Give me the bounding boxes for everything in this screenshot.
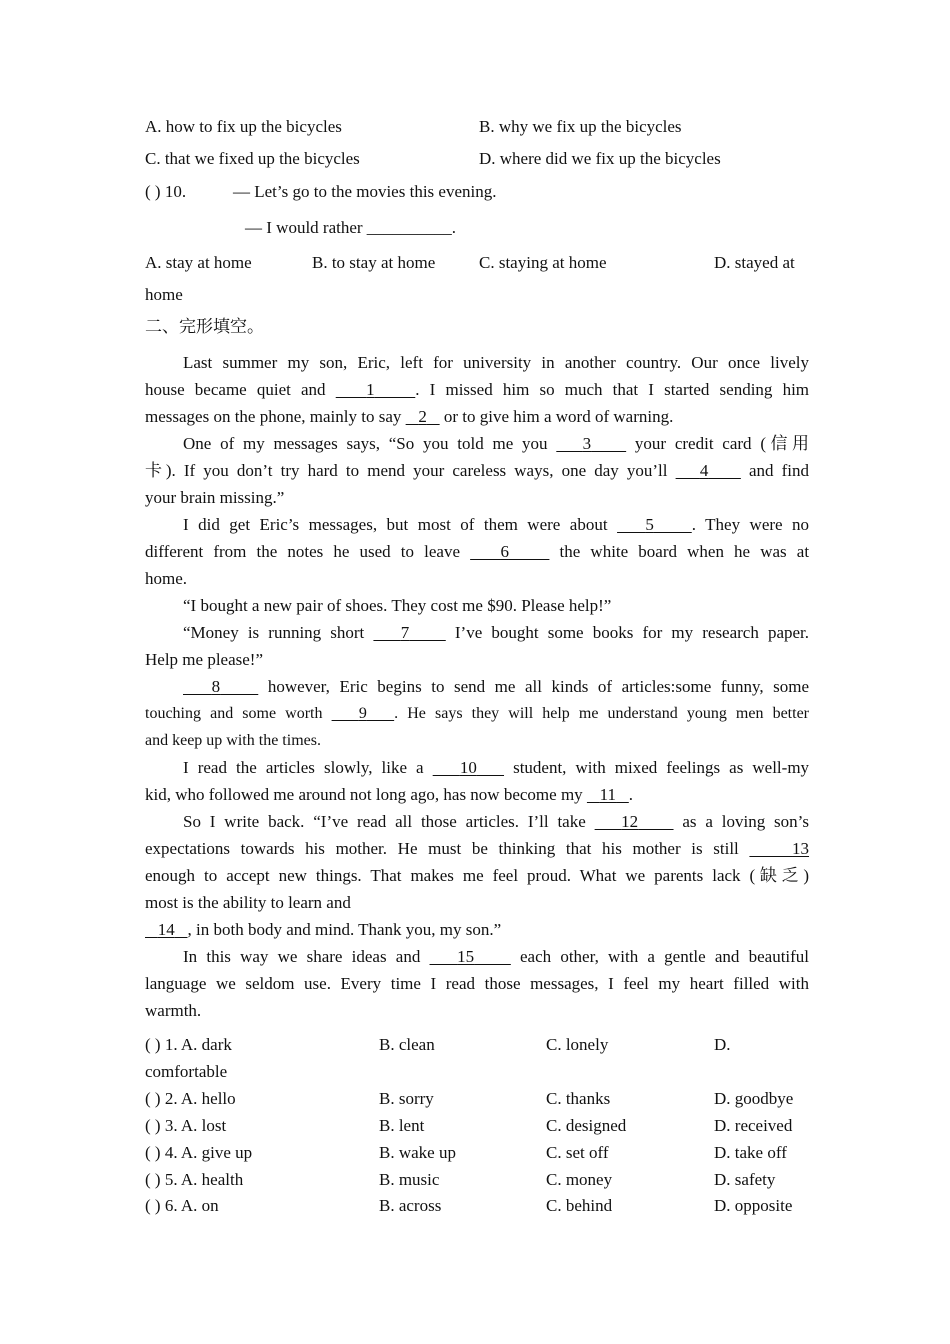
q9-option-a: A. how to fix up the bicycles: [145, 117, 342, 136]
passage-line: “I bought a new pair of shoes. They cost me $90. Please help!”: [183, 596, 612, 615]
question-2: ( ) 2. A. hello: [145, 1089, 236, 1108]
question-1-option-d: D.: [714, 1035, 731, 1054]
question-6: ( ) 6. A. on: [145, 1196, 219, 1215]
q10-option-b: B. to stay at home: [312, 253, 436, 272]
passage-line: “Money is running short 7 I’ve bought some books for my research paper.: [183, 623, 810, 642]
q10-option-d-continued: home: [145, 285, 183, 304]
blank-9: 9: [358, 705, 367, 722]
blank-8: 8: [211, 677, 221, 696]
question-3-option-d: D. received: [714, 1116, 793, 1135]
q10-dialogue-line2: — I would rather __________.: [245, 218, 457, 237]
question-4-option-c: C. set off: [546, 1143, 609, 1162]
passage-line: So I write back. “I’ve read all those articles. I’ll take 12 as a loving son’s: [183, 812, 810, 831]
cloze-passage: [145, 349, 809, 1024]
passage-line: 8 however, Eric begins to send me all kinds of articles:some funny, some: [211, 677, 810, 696]
passage-line: most is the ability to learn and: [145, 893, 351, 912]
passage-line: In this way we share ideas and 15 each other, with a gentle and beautiful: [183, 947, 810, 966]
q10-option-a: A. stay at home: [145, 253, 252, 272]
q10-number: ( ) 10.: [145, 182, 187, 201]
question-2-option-c: C. thanks: [546, 1089, 611, 1108]
question-4: ( ) 4. A. give up: [145, 1143, 253, 1162]
q9-option-d: D. where did we fix up the bicycles: [479, 149, 721, 168]
q10-option-d: D. stayed at: [714, 253, 795, 272]
blank-10: 10: [459, 758, 477, 777]
passage-line: 卡). If you don’t try hard to mend your careless ways, one day you’ll 4 and find: [145, 461, 810, 480]
question-2-option-b: B. sorry: [379, 1089, 434, 1108]
question-3: ( ) 3. A. lost: [145, 1116, 227, 1135]
passage-line: I read the articles slowly, like a 10 student, with mixed feelings as well-my: [183, 758, 810, 777]
q9-option-c: C. that we fixed up the bicycles: [145, 149, 360, 168]
question-5-option-b: B. music: [379, 1170, 440, 1189]
passage-line: touching and some worth 9 . He says they will help me understand young men better: [145, 705, 809, 722]
blank-14: 14: [157, 920, 175, 939]
passage-line: Last summer my son, Eric, left for university in another country. Our once lively: [183, 353, 809, 372]
question-6-option-c: C. behind: [546, 1196, 613, 1215]
passage-line: I did get Eric’s messages, but most of them were about 5 . They were no: [183, 515, 810, 534]
blank-12: 12: [621, 812, 639, 831]
question-3-option-c: C. designed: [546, 1116, 627, 1135]
question-4-option-d: D. take off: [714, 1143, 787, 1162]
question-5-option-d: D. safety: [714, 1170, 776, 1189]
question-1-option-c: C. lonely: [546, 1035, 609, 1054]
blank-2: 2: [418, 407, 427, 426]
blank-4: 4: [699, 461, 709, 480]
passage-line: house became quiet and 1 . I missed him so much that I started sending him: [145, 380, 810, 399]
passage-line: your brain missing.”: [145, 488, 285, 507]
section-title: 二、完形填空。: [145, 317, 264, 336]
question-5: ( ) 5. A. health: [145, 1170, 244, 1189]
question-4-option-b: B. wake up: [379, 1143, 456, 1162]
blank-1: 1: [366, 380, 375, 399]
passage-line: language we seldom use. Every time I read those messages, I feel my heart filled with: [145, 974, 809, 993]
passage-line: enough to accept new things. That makes me feel proud. What we parents lack (缺乏): [145, 866, 809, 885]
q10-dialogue-line1: — Let’s go to the movies this evening.: [233, 182, 497, 201]
blank-7: 7: [400, 623, 410, 642]
blank-6: 6: [500, 542, 509, 561]
passage-line: One of my messages says, “So you told me you 3 your credit card (信用: [183, 434, 810, 453]
question-1-option-d-continued: comfortable: [145, 1062, 228, 1081]
blank-11: 11: [599, 785, 617, 804]
question-1-option-b: B. clean: [379, 1035, 435, 1054]
passage-line: expectations towards his mother. He must be thinking that his mother is still 13: [145, 839, 810, 858]
question-2-option-d: D. goodbye: [714, 1089, 794, 1108]
passage-line: home.: [145, 569, 188, 588]
question-6-option-d: D. opposite: [714, 1196, 793, 1215]
question-6-option-b: B. across: [379, 1196, 442, 1215]
passage-line: different from the notes he used to leave 6 the white board when he was at: [145, 542, 810, 561]
passage-line: warmth.: [145, 1001, 202, 1020]
blank-3: 3: [582, 434, 592, 453]
passage-line: Help me please!”: [145, 650, 263, 669]
q9-option-b: B. why we fix up the bicycles: [479, 117, 682, 136]
q10-option-c: C. staying at home: [479, 253, 607, 272]
passage-line: 14 , in both body and mind. Thank you, my son.”: [157, 920, 502, 939]
passage-line: messages on the phone, mainly to say 2 or to give him a word of warning.: [145, 407, 674, 426]
passage-line: kid, who followed me around not long ago, has now become my 11 .: [145, 785, 634, 804]
question-1: ( ) 1. A. dark: [145, 1035, 232, 1054]
question-5-option-c: C. money: [546, 1170, 613, 1189]
question-3-option-b: B. lent: [379, 1116, 425, 1135]
blank-15: 15: [457, 947, 475, 966]
passage-line: and keep up with the times.: [145, 732, 321, 749]
blank-13: 13: [792, 839, 810, 858]
blank-5: 5: [645, 515, 654, 534]
